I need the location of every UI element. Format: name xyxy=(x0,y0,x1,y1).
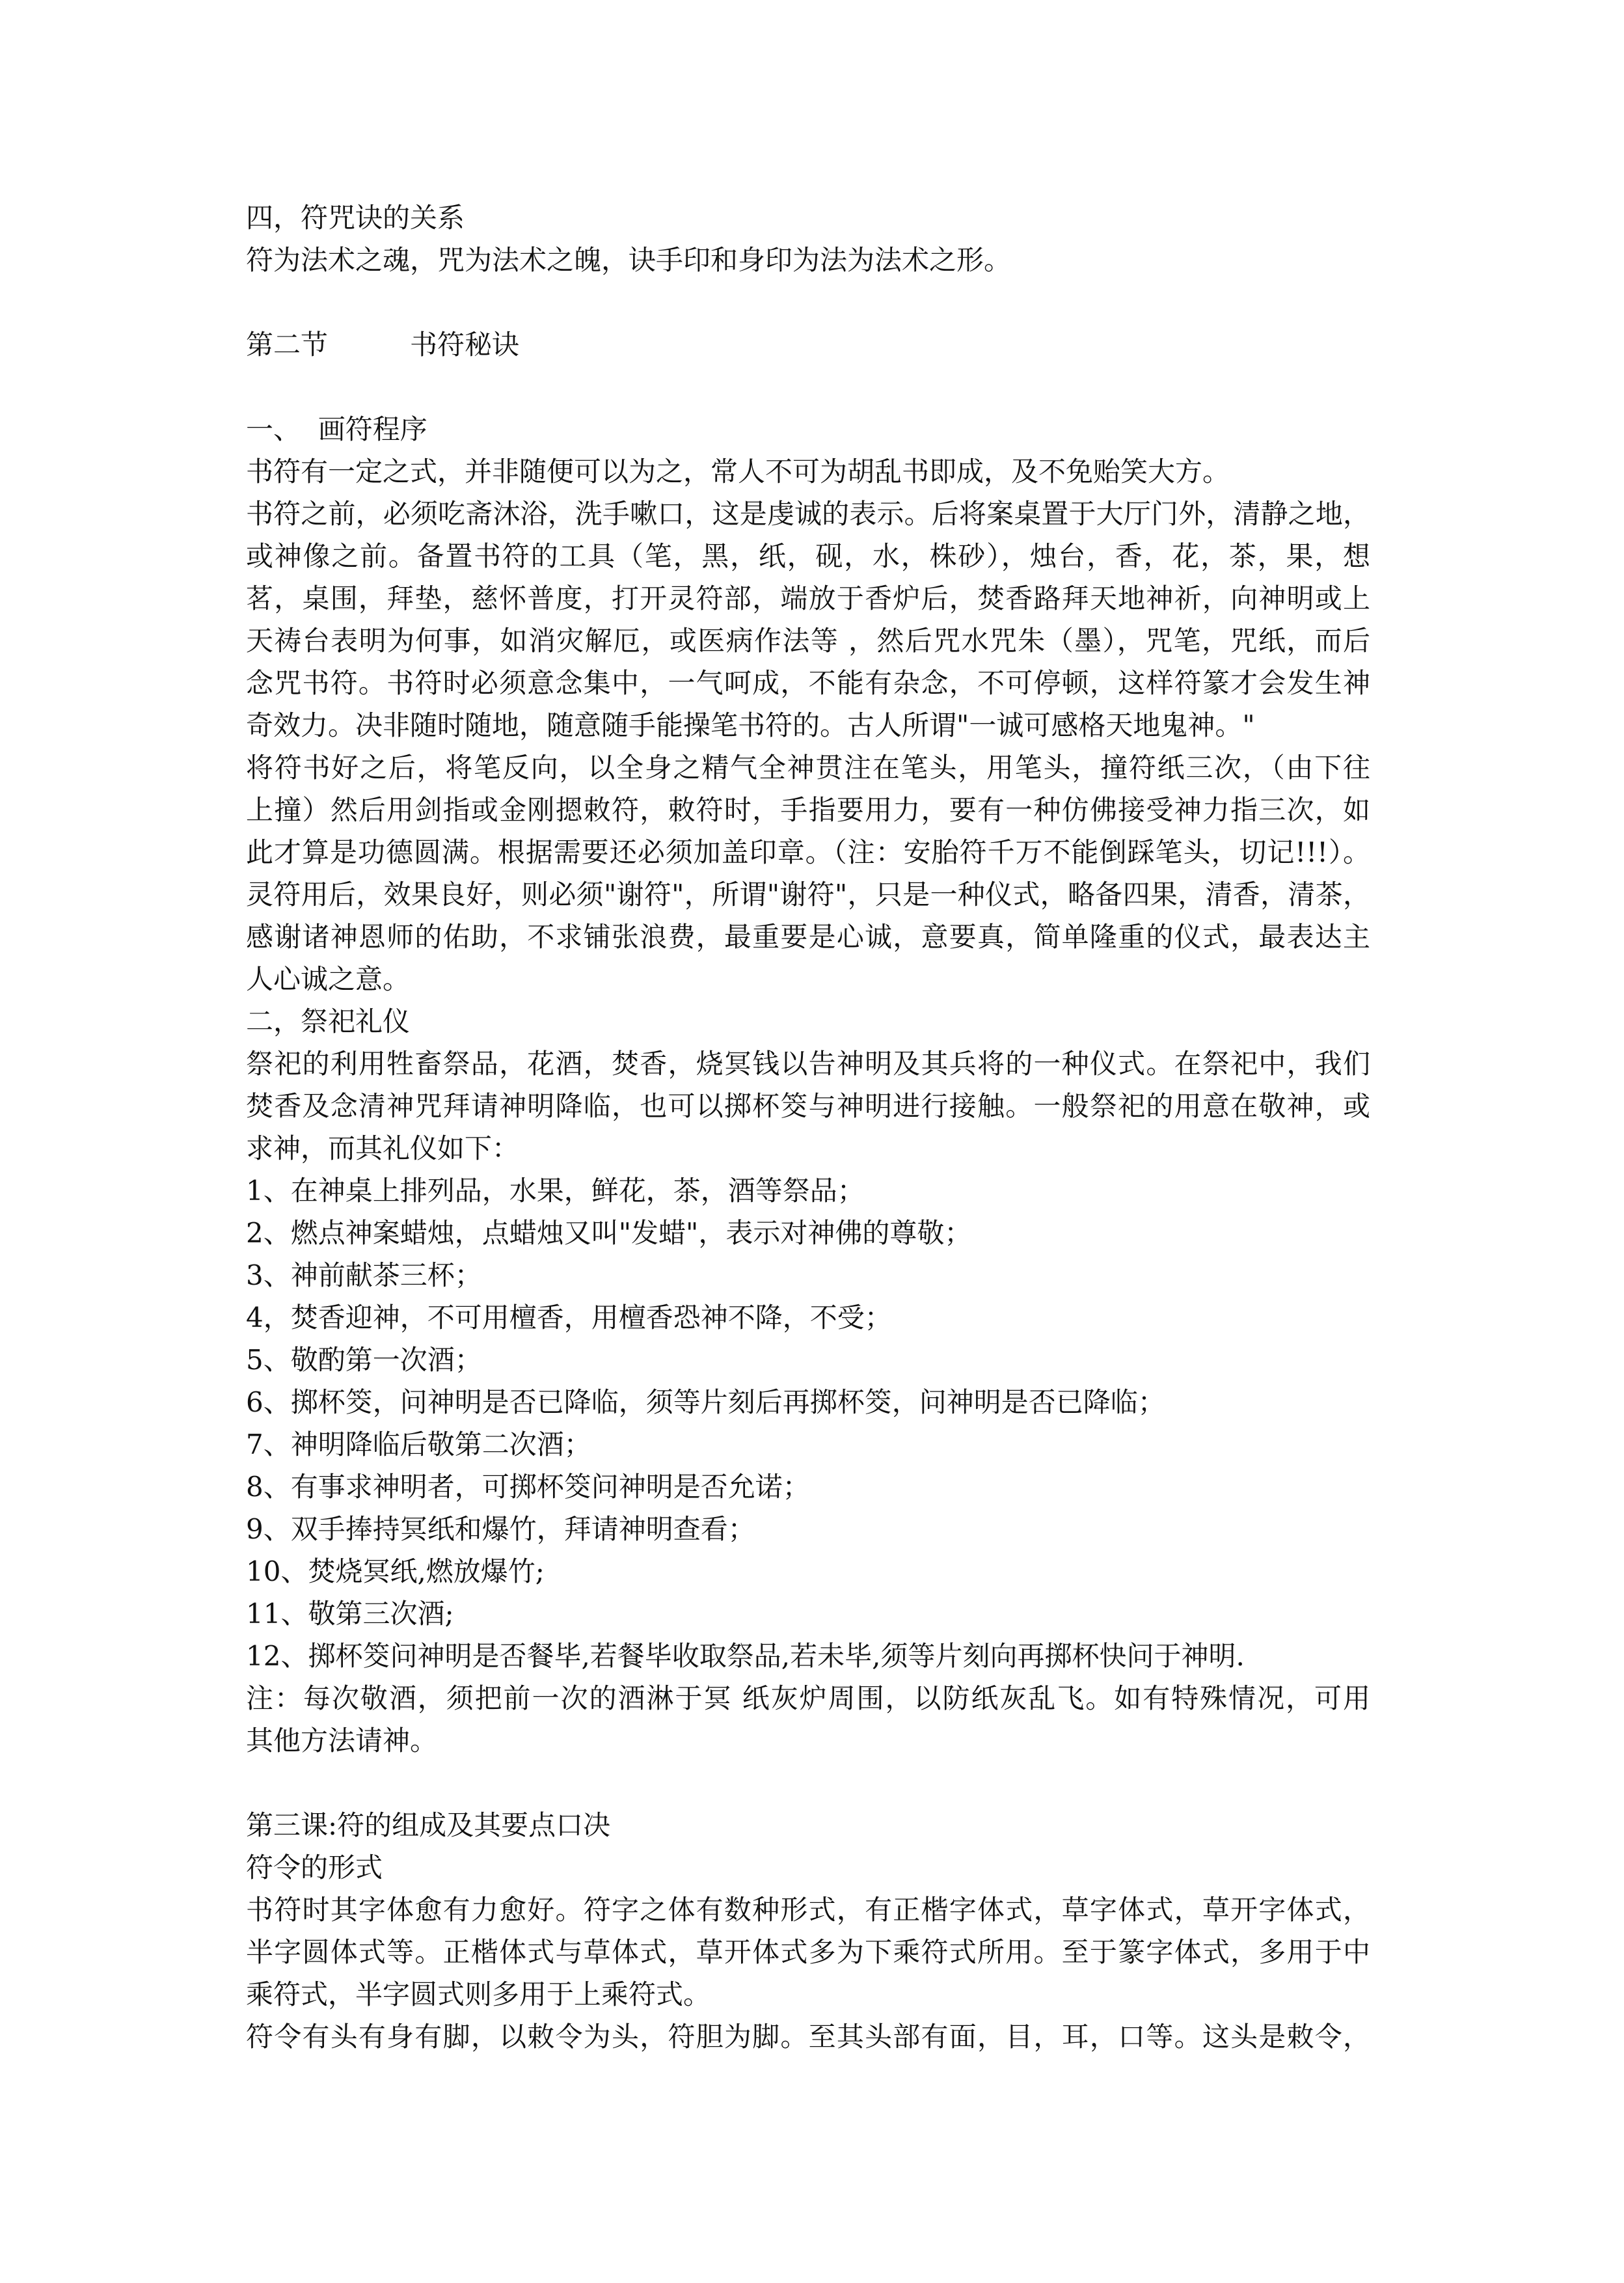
ritual-step: 5、敬酌第一次酒； xyxy=(246,1344,482,1376)
paragraph-line: 书符有一定之式，并非随便可以为之，常人不可为胡乱书即成，及不免贻笑大方。 xyxy=(246,456,1230,487)
chapter-label: 第二节 xyxy=(246,329,329,361)
paragraph-line: 将符书好之后，将笔反向，以全身之精气全神贯注在笔头，用笔头，撞符纸三次，（由下往 xyxy=(246,752,1370,784)
blank-line xyxy=(246,1764,1370,1806)
lesson-three-heading: 第三课:符的组成及其要点口决 xyxy=(246,1809,611,1841)
paragraph-line: 乘符式，半字圆式则多用于上乘符式。 xyxy=(246,1978,711,2010)
paragraph-line: 感谢诸神恩师的佑助，不求铺张浪费，最重要是心诚，意要真，简单隆重的仪式，最表达主 xyxy=(246,921,1370,953)
ritual-step: 3、神前献茶三杯； xyxy=(246,1259,482,1291)
paragraph-line: 念咒书符。书符时必须意念集中，一气呵成，不能有杂念，不可停顿，这样符篆才会发生神 xyxy=(246,667,1370,699)
paragraph-line: 书符之前，必须吃斋沐浴，洗手嗽口，这是虔诚的表示。后将案桌置于大厅门外，清静之地， xyxy=(246,498,1370,530)
part-two-heading: 二，祭祀礼仪 xyxy=(246,1005,411,1037)
part-one-heading: 一、 画符程序 xyxy=(246,413,427,445)
paragraph-line: 求神，而其礼仪如下： xyxy=(246,1132,520,1164)
text-column xyxy=(246,198,1370,2060)
paragraph-line: 上撞）然后用剑指或金刚摁敕符，敕符时，手指要用力，要有一种仿佛接受神力指三次，如 xyxy=(246,794,1370,826)
section-four-heading: 四，符咒诀的关系 xyxy=(246,202,465,234)
lesson-three-subheading: 符令的形式 xyxy=(246,1852,383,1883)
paragraph-line: 符令有头有身有脚，以敕令为头，符胆为脚。至其头部有面，目，耳，口等。这头是敕令， xyxy=(246,2021,1370,2053)
paragraph-line: 书符时其字体愈有力愈好。符字之体有数种形式，有正楷字体式，草字体式，草开字体式， xyxy=(246,1894,1370,1926)
ritual-step: 8、有事求神明者，可掷杯筊问神明是否允诺； xyxy=(246,1471,810,1503)
paragraph-line: 奇效力。决非随时随地，随意随手能操笔书符的。古人所谓"一诚可感格天地鬼神。" xyxy=(246,709,1255,741)
ritual-step: 2、燃点神案蜡烛，点蜡烛又叫"发蜡"，表示对神佛的尊敬； xyxy=(246,1217,972,1249)
ritual-step: 4，焚香迎神，不可用檀香，用檀香恐神不降，不受； xyxy=(246,1302,892,1333)
paragraph-line: 焚香及念清神咒拜请神明降临，也可以掷杯筊与神明进行接触。一般祭祀的用意在敬神，或 xyxy=(246,1090,1370,1122)
note-line: 注：每次敬酒，须把前一次的酒淋于冥 纸灰炉周围，以防纸灰乱飞。如有特殊情况，可用 xyxy=(246,1682,1370,1714)
ritual-step: 1、在神桌上排列品，水果，鲜花，茶，酒等祭品； xyxy=(246,1175,865,1207)
note-line: 其他方法请神。 xyxy=(246,1725,438,1757)
paragraph-line: 祭祀的利用牲畜祭品，花酒，焚香，烧冥钱以告神明及其兵将的一种仪式。在祭祀中，我们 xyxy=(246,1048,1370,1080)
paragraph-line: 半字圆体式等。正楷体式与草体式，草开体式多为下乘符式所用。至于篆字体式，多用于中 xyxy=(246,1936,1370,1968)
chapter-heading xyxy=(246,325,1370,368)
ritual-step: 10、焚烧冥纸,燃放爆竹; xyxy=(246,1555,545,1587)
chapter-title: 书符秘诀 xyxy=(410,329,520,361)
paragraph-line: 茗，桌围，拜垫，慈怀普度，打开灵符部，端放于香炉后，焚香路拜天地神祈，向神明或上 xyxy=(246,582,1370,614)
blank-line xyxy=(246,368,1370,410)
ritual-step: 12、掷杯筊问神明是否餐毕,若餐毕收取祭品,若未毕,须等片刻向再掷杯快问于神明. xyxy=(246,1640,1245,1672)
ritual-step: 6、掷杯筊，问神明是否已降临，须等片刻后再掷杯筊，问神明是否已降临； xyxy=(246,1386,1165,1418)
paragraph-line: 人心诚之意。 xyxy=(246,963,411,995)
paragraph-line: 天祷台表明为何事，如消灾解厄，或医病作法等 ，然后咒水咒朱（墨），咒笔，咒纸，而后 xyxy=(246,625,1370,657)
ritual-step: 7、神明降临后敬第二次酒； xyxy=(246,1429,591,1460)
blank-line xyxy=(246,283,1370,325)
ritual-step: 11、敬第三次酒; xyxy=(246,1598,454,1630)
ritual-step: 9、双手捧持冥纸和爆竹，拜请神明查看； xyxy=(246,1513,755,1545)
paragraph-line: 灵符用后，效果良好，则必须"谢符"，所谓"谢符"，只是一种仪式，略备四果，清香，清茶， xyxy=(246,879,1370,910)
section-four-body: 符为法术之魂，咒为法术之魄，诀手印和身印为法为法术之形。 xyxy=(246,244,1012,276)
paragraph-line: 或神像之前。备置书符的工具（笔，黑，纸，砚，水，株砂），烛台，香，花，茶，果，想 xyxy=(246,540,1370,572)
paragraph-line: 此才算是功德圆满。根据需要还必须加盖印章。（注：安胎符千万不能倒踩笔头，切记!!!）。 xyxy=(246,836,1370,868)
